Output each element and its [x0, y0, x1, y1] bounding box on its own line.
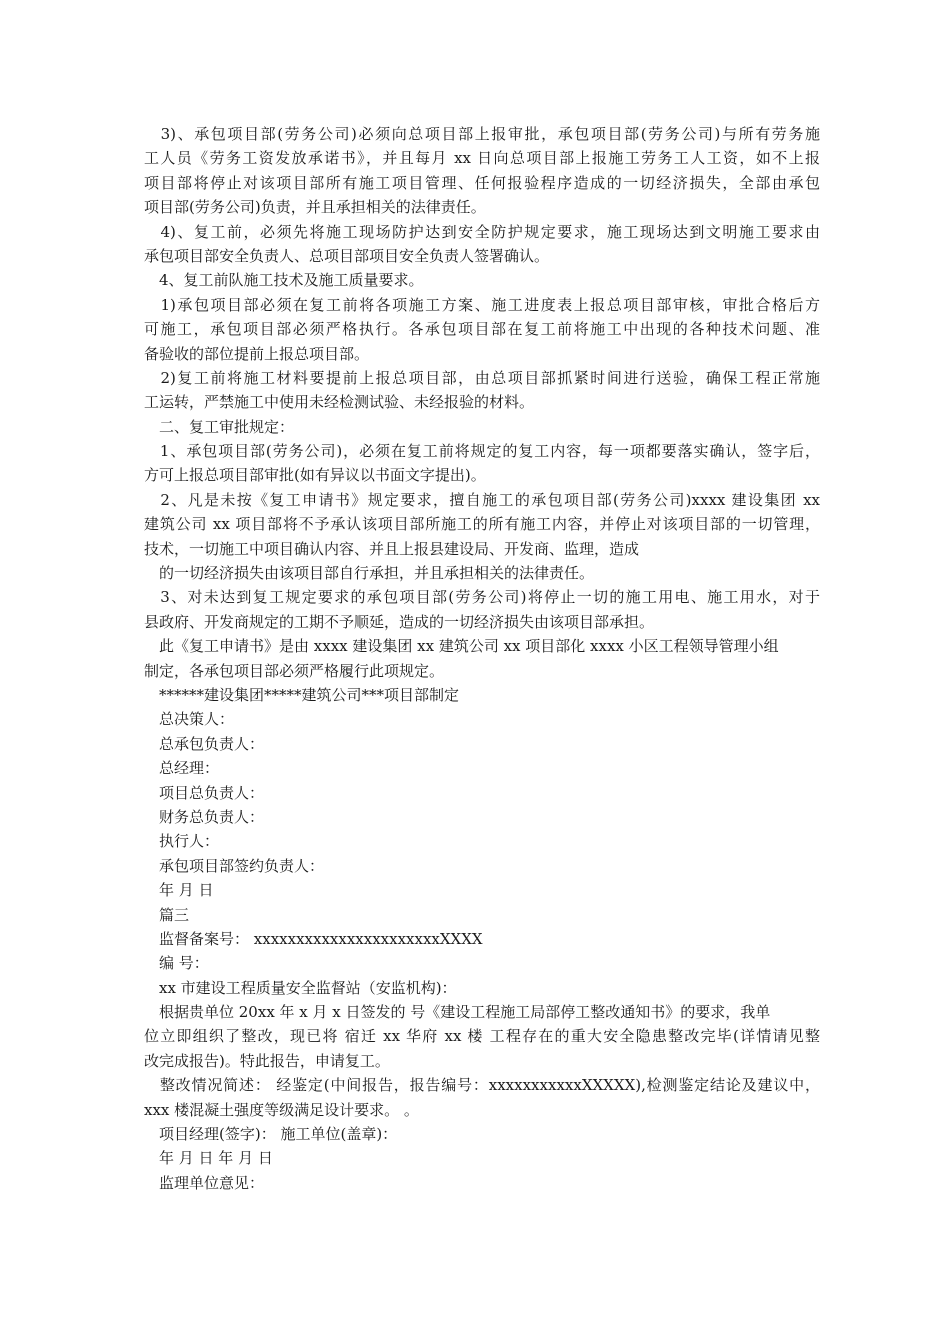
- text-line: 监理单位意见：: [144, 1173, 265, 1192]
- text-line: 承包项目部签约负责人：: [144, 856, 325, 875]
- text-line: xxx 楼混凝土强度等级满足设计要求。 。: [144, 1100, 419, 1119]
- text-line: 篇三: [144, 905, 190, 924]
- text-line: 总经理：: [144, 759, 220, 778]
- text-line: 总承包负责人：: [144, 734, 265, 753]
- text-line: 方可上报总项目部审批(如有异议以书面文字提出)。: [144, 466, 486, 485]
- text-line: 4、复工前队施工技术及施工质量要求。: [144, 271, 424, 290]
- text-line: 二、复工审批规定：: [144, 417, 295, 436]
- text-line: 1、承包项目部(劳务公司)，必须在复工前将规定的复工内容，每一项都要落实确认，签字后，: [144, 442, 820, 461]
- text-line: 技术，一切施工中项目确认内容、并且上报县建设局、开发商、监理，造成: [144, 539, 640, 558]
- text-line: 1)承包项目部必须在复工前将各项施工方案、施工进度表上报总项目部审核，审批合格后方: [144, 295, 820, 314]
- text-line: 年 月 日: [144, 881, 214, 900]
- text-line: 项目经理(签字)： 施工单位(盖章)：: [144, 1125, 398, 1144]
- text-line: 工运转，严禁施工中使用未经检测试验、未经报验的材料。: [144, 393, 535, 412]
- text-line: 整改情况简述： 经鉴定(中间报告，报告编号：xxxxxxxxxxxXXXXX),检测鉴定结论及建议中，: [144, 1076, 820, 1095]
- text-line: 可施工，承包项目部必须严格执行。各承包项目部在复工前将施工中出现的各种技术问题、准: [144, 320, 820, 339]
- document-body: [144, 122, 820, 1195]
- text-line: 位立即组织了整改，现已将 宿迁 xx 华府 xx 楼 工程存在的重大安全隐患整改完毕(详情请见整: [144, 1027, 820, 1046]
- text-line: 县政府、开发商规定的工期不予顺延，造成的一切经济损失由该项目部承担。: [144, 612, 655, 631]
- text-line: 执行人：: [144, 832, 220, 851]
- text-line: 总决策人：: [144, 710, 235, 729]
- text-line: 改完成报告)。特此报告，申请复工。: [144, 1051, 390, 1070]
- text-line: 制定，各承包项目部必须严格履行此项规定。: [144, 661, 445, 680]
- text-line: 3、对未达到复工规定要求的承包项目部(劳务公司)将停止一切的施工用电、施工用水，对于: [144, 588, 820, 607]
- text-line: 备验收的部位提前上报总项目部。: [144, 344, 370, 363]
- text-line: 根据贵单位 20xx 年 x 月 x 日签发的 号《建设工程施工局部停工整改通知书》的要求，我单: [144, 1003, 771, 1022]
- text-line: 此《复工申请书》是由 xxxx 建设集团 xx 建筑公司 xx 项目部化 xxxx 小区工程领导管理小组: [144, 637, 779, 656]
- text-line: 工人员《劳务工资发放承诺书》，并且每月 xx 日向总项目部上报施工劳务工人工资，如不上报: [144, 149, 820, 168]
- text-line: 财务总负责人：: [144, 807, 265, 826]
- text-line: 建筑公司 xx 项目部将不予承认该项目部所施工的所有施工内容，并停止对该项目部的一切管理，: [144, 515, 820, 534]
- text-line: 3)、承包项目部(劳务公司)必须向总项目部上报审批，承包项目部(劳务公司)与所有劳务施: [144, 125, 820, 143]
- text-line: ******建设集团*****建筑公司***项目部制定: [144, 685, 460, 704]
- text-line: 的一切经济损失由该项目部自行承担，并且承担相关的法律责任。: [144, 564, 595, 583]
- text-line: 编 号：: [144, 954, 209, 973]
- text-line: 年 月 日 年 月 日: [144, 1149, 273, 1168]
- text-line: 项目部(劳务公司)负责，并且承担相关的法律责任。: [144, 198, 486, 217]
- text-line: 项目总负责人：: [144, 783, 265, 802]
- text-line: 承包项目部安全负责人、总项目部项目安全负责人签署确认。: [144, 246, 550, 265]
- text-line: 4)、复工前，必须先将施工现场防护达到安全防护规定要求，施工现场达到文明施工要求由: [144, 222, 820, 241]
- text-line: 2、凡是未按《复工申请书》规定要求，擅自施工的承包项目部(劳务公司)xxxx 建设集团 xx: [144, 490, 820, 509]
- text-line: 项目部将停止对该项目部所有施工项目管理、任何报验程序造成的一切经济损失，全部由承包: [144, 173, 820, 192]
- text-line: xx 市建设工程质量安全监督站（安监机构)：: [144, 978, 457, 997]
- text-line: 2)复工前将施工材料要提前上报总项目部，由总项目部抓紧时间进行送验，确保工程正常施: [144, 368, 820, 387]
- text-line: 监督备案号： xxxxxxxxxxxxxxxxxxxxxxXXXX: [144, 929, 483, 948]
